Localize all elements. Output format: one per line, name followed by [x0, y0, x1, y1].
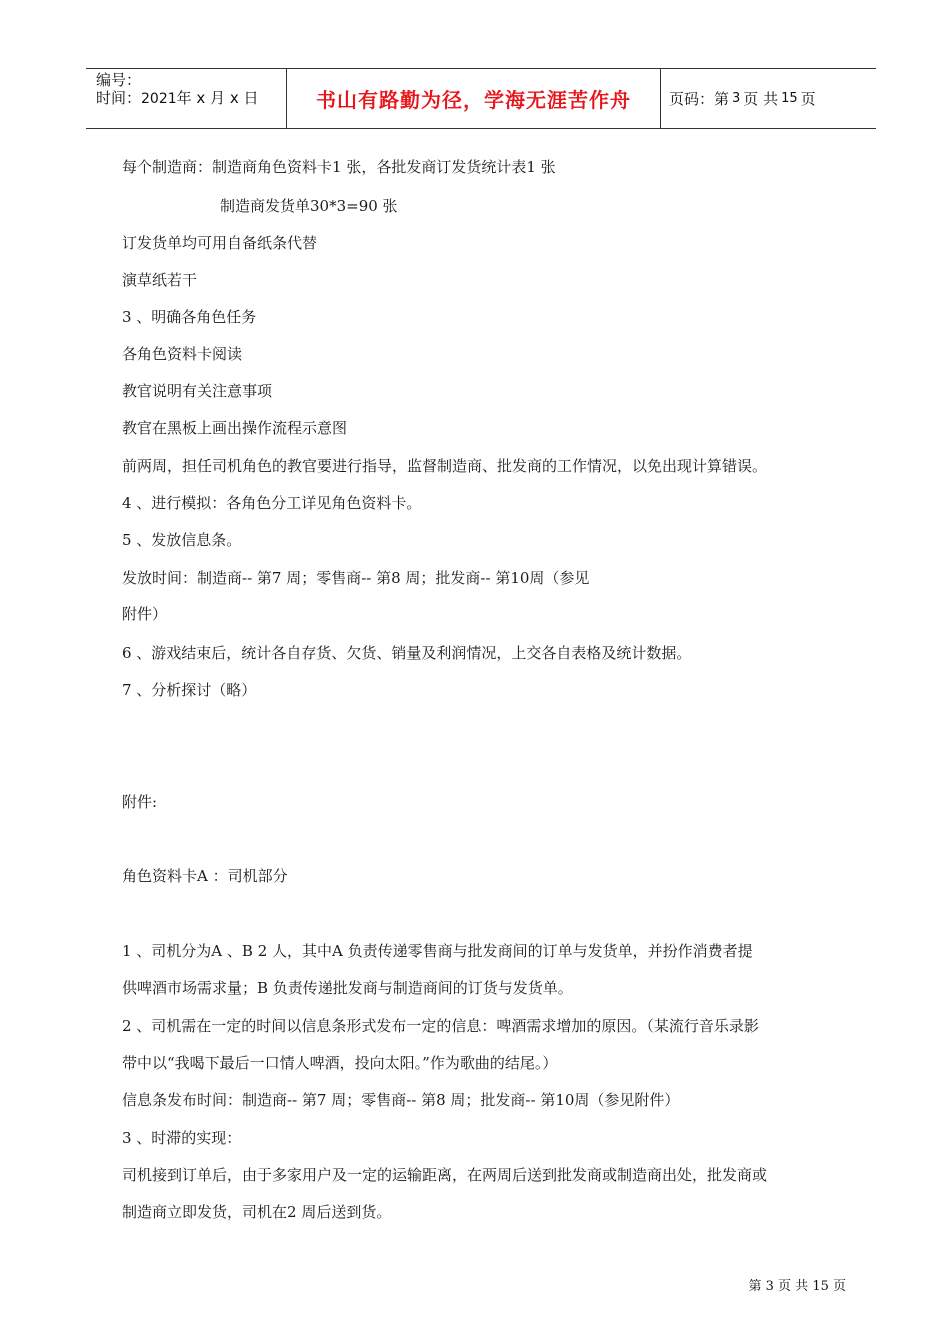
section-heading: 3 、时滞的实现： [122, 1129, 242, 1147]
body-line: 司机接到订单后，由于多家用户及一定的运输距离，在两周后送到批发商或制造商出处，批发商或 [122, 1166, 768, 1184]
header-motto-cell [287, 69, 661, 128]
time-year: 2021 [141, 91, 177, 107]
page-footer: 第 3 页 共 15 页 [748, 1279, 846, 1294]
motto: 书山有路勤为径，学海无涯苦作舟 [316, 88, 631, 112]
body-line: 各角色资料卡阅读 [122, 345, 243, 363]
page-label: 页码：第 [669, 90, 730, 108]
body-line: 教官在黑板上画出操作流程示意图 [122, 419, 348, 437]
time-label: 时间： [96, 89, 142, 107]
body-line: 制造商发货单30*3=90 张 [220, 197, 398, 215]
section-heading: 6 、游戏结束后，统计各自存货、欠货、销量及利润情况，上交各自表格及统计数据。 [122, 644, 692, 662]
card-title: 角色资料卡A ：司机部分 [122, 867, 288, 885]
body-line: 每个制造商：制造商角色资料卡1 张，各批发商订发货统计表1 张 [122, 158, 556, 176]
page-end: 页 [800, 90, 816, 108]
body-line: 1 、司机分为A 、B 2 人，其中A 负责传递零售商与批发商间的订单与发货单，并扮作消费者提 [122, 942, 753, 960]
page-header [86, 68, 876, 129]
time-line [96, 89, 286, 108]
body-line: 附件） [122, 605, 168, 623]
body-line: 演草纸若干 [122, 271, 198, 289]
body-line: 供啤酒市场需求量；B 负责传递批发商与制造商间的订货与发货单。 [122, 979, 573, 997]
header-page-number [661, 69, 876, 128]
section-heading: 7 、分析探讨（略） [122, 681, 257, 699]
body-line: 2 、司机需在一定的时间以信息条形式发布一定的信息：啤酒需求增加的原因。（某流行音乐录影 [122, 1017, 759, 1035]
page-current: 3 [732, 91, 741, 106]
appendix-label: 附件: [122, 793, 158, 811]
section-heading: 4 、进行模拟：各角色分工详见角色资料卡。 [122, 494, 422, 512]
section-heading: 3 、明确各角色任务 [122, 308, 257, 326]
header-meta [86, 69, 287, 128]
body-line: 前两周，担任司机角色的教官要进行指导，监督制造商、批发商的工作情况，以免出现计算错误。 [122, 457, 768, 475]
body-line: 制造商立即发货，司机在2 周后送到货。 [122, 1203, 392, 1221]
body-line: 订发货单均可用自备纸条代替 [122, 234, 318, 252]
page-mid: 页 共 [743, 90, 779, 108]
page-total: 15 [781, 91, 798, 106]
body-line: 发放时间：制造商-- 第7 周；零售商-- 第8 周；批发商-- 第10周（参见 [122, 569, 590, 587]
body-line: 带中以“我喝下最后一口情人啤酒，投向太阳。”作为歌曲的结尾。） [122, 1054, 558, 1072]
section-heading: 5 、发放信息条。 [122, 531, 242, 549]
code-label: 编号： [96, 71, 142, 89]
body-line: 信息条发布时间：制造商-- 第7 周；零售商-- 第8 周；批发商-- 第10周（参见附件） [122, 1091, 680, 1109]
time-rest: 年 x 月 x 日 [176, 89, 259, 107]
body-line: 教官说明有关注意事项 [122, 382, 273, 400]
